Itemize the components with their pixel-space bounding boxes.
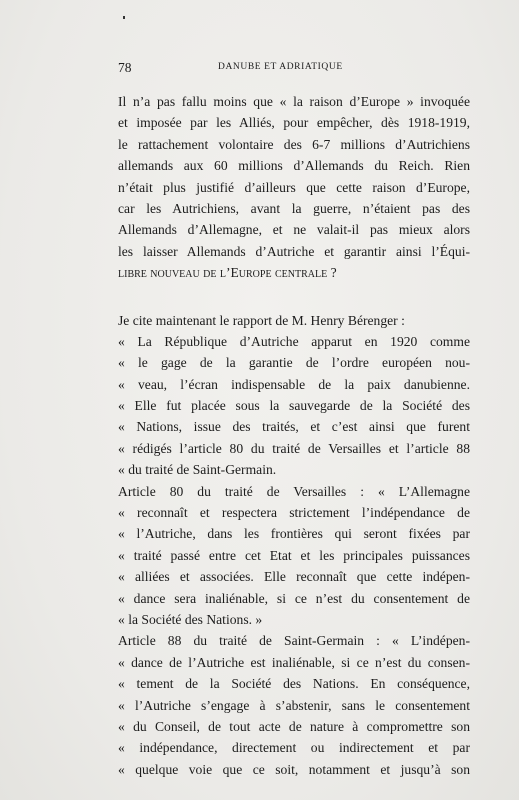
paragraph-1 (118, 91, 470, 284)
quote-line: « rédigés l’article 80 du traité de Versailles et l’article 88 (118, 440, 470, 456)
text-line: allemands aux 60 millions d’Allemands du Reich. Rien (118, 158, 470, 174)
quote-line: « Nations, issue des traités, et c’est ainsi que furent (118, 419, 470, 435)
text-line: Allemands d’Allemagne, et ne valait-il pas mieux alors (118, 222, 470, 238)
quote-line: « du traité de Saint-Germain. (118, 462, 277, 478)
quote-line: « tement de la Société des Nations. En conséquence, (118, 676, 470, 692)
text-line: n’était plus justifié d’ailleurs que cette raison d’Europe, (118, 179, 470, 195)
text-line: car les Autrichiens, avant la guerre, n’étaient pas des (118, 200, 470, 216)
quote-line: « l’Autriche s’engage à s’abstenir, sans le consentement (118, 697, 470, 713)
quote-line: « le gage de la garantie de l’ordre européen nou- (118, 355, 470, 371)
quote-line: « du Conseil, de tout acte de nature à compromettre son (118, 718, 470, 734)
quote-line: « quelque voie que ce soit, notamment et jusqu’à son (118, 761, 470, 777)
page-body (118, 91, 470, 780)
text-line: et imposée par les Alliés, pour empêcher, dès 1918-1919, (118, 115, 470, 131)
text-line: le rattachement volontaire des 6-7 millions d’Autrichiens (118, 136, 470, 152)
text-line: Il n’a pas fallu moins que « la raison d’Europe » invoquée (118, 94, 470, 109)
page-number: 78 (118, 60, 132, 75)
text-line: les laisser Allemands d’Autriche et garantir ainsi l’Équi- (118, 243, 470, 259)
quote-line: « indépendance, directement ou indirectement et par (118, 740, 470, 756)
quote-line: « dance sera inaliénable, si ce n’est du consentement de (118, 590, 470, 606)
quote-line: « dance de l’Autriche est inaliénable, si ce n’est du consen- (118, 654, 470, 670)
text-line: Je cite maintenant le rapport de M. Henry Bérenger : (118, 312, 405, 328)
quote-line: « veau, l’écran indispensable de la paix danubienne. (118, 376, 470, 392)
quote-line: « alliées et associées. Elle reconnaît que cette indépen- (118, 569, 470, 585)
quote-line: « l’Autriche, dans les frontières qui seront fixées par (118, 526, 470, 542)
running-head: DANUBE ET ADRIATIQUE (218, 62, 343, 72)
text-line: libre nouveau de l’Europe centrale ? (118, 265, 337, 281)
paragraph-2 (118, 310, 470, 781)
page-header (118, 60, 478, 76)
quote-line: « La République d’Autriche apparut en 1920 comme (118, 333, 470, 349)
article-heading-line: Article 88 du traité de Saint-Germain : « L’indépen- (118, 633, 470, 649)
quote-line: « Elle fut placée sous la sauvegarde de la Société des (118, 398, 470, 414)
ink-speck (123, 16, 125, 19)
quote-line: « traité passé entre cet Etat et les principales puissances (118, 547, 470, 563)
paragraph-gap (118, 284, 470, 310)
article-heading-line: Article 80 du traité de Versailles : « L’Allemagne (118, 483, 470, 499)
quote-line: « la Société des Nations. » (118, 611, 263, 627)
quote-line: « reconnaît et respectera strictement l’indépendance de (118, 505, 470, 521)
